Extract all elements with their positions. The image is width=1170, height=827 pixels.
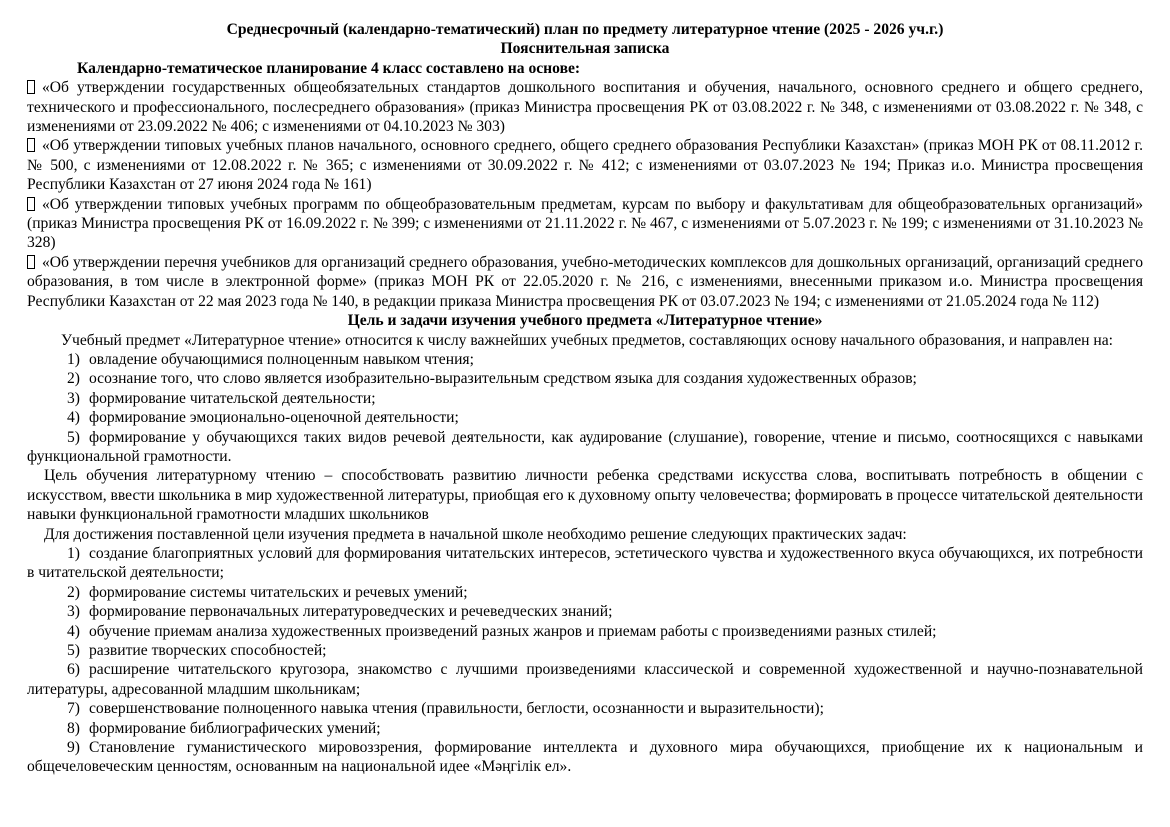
- task-text: развитие творческих способностей;: [89, 642, 327, 659]
- list-number: 3): [67, 603, 80, 621]
- task-item: [27, 622, 1143, 641]
- goals-heading: Цель и задачи изучения учебного предмета «Литературное чтение»: [347, 312, 823, 330]
- page-title: Среднесрочный (календарно-тематический) план по предмету литературное чтение (2025 - 2026 уч.г.): [226, 21, 944, 38]
- direction-text: формирование читательской деятельности;: [89, 389, 376, 407]
- direction-text: формирование эмоционально-оценочной деятельности;: [89, 409, 459, 427]
- direction-text: осознание того, что слово является изобразительно-выразительным средством языка для создания художественных образов;: [89, 370, 917, 388]
- task-text: обучение приемам анализа художественных произведений разных жанров и приемам работы с произведениями разных стилей;: [89, 622, 937, 640]
- list-number: 1): [67, 350, 80, 368]
- list-number: 2): [67, 370, 80, 388]
- basis-item: [27, 78, 1143, 136]
- task-text: расширение читательского кругозора, знакомство с лучшими произведениями классической и современной художественной и научно-познавательной литературы, адресованной младшим школьникам;: [27, 661, 1143, 698]
- task-item: [27, 719, 1143, 738]
- missing-glyph-bullet-icon: [27, 197, 35, 211]
- task-text: совершенствование полноценного навыка чтения (правильности, беглости, осознанности и выразительности);: [89, 700, 824, 718]
- list-number: 9): [67, 739, 80, 757]
- list-number: 4): [67, 409, 80, 427]
- direction-text: формирование у обучающихся таких видов речевой деятельности, как аудирование (слушание), говорение, чтение и письмо, соотносящихся с навыками функциональной грамотности.: [27, 428, 1143, 465]
- list-number: 3): [67, 389, 80, 407]
- task-item: [27, 544, 1143, 583]
- direction-item: [27, 350, 1143, 369]
- task-item: [27, 602, 1143, 621]
- basis-item: [27, 195, 1143, 253]
- task-text: формирование системы читательских и речевых умений;: [89, 583, 468, 601]
- direction-item: [27, 369, 1143, 388]
- task-text: формирование первоначальных литературоведческих и речеведческих знаний;: [89, 603, 613, 621]
- goal-paragraph: Цель обучения литературному чтению – способствовать развитию личности ребенка средствами искусства слова, воспитывать потребность в общении с искусством, ввести школьника в мир художественной литературы, приобщая его к духовному опыту человечества; формировать в процессе читательской деятельности навыки функциональной грамотности младших школьников: [27, 467, 1143, 524]
- list-number: 5): [67, 642, 80, 659]
- list-number: 2): [67, 583, 80, 601]
- basis-item: [27, 136, 1143, 194]
- list-number: 7): [67, 700, 80, 718]
- list-number: 1): [67, 544, 80, 562]
- direction-item: [27, 389, 1143, 408]
- missing-glyph-bullet-icon: [27, 255, 35, 269]
- page-subtitle: Пояснительная записка: [500, 40, 670, 58]
- list-number: 5): [67, 428, 80, 446]
- task-item: [27, 641, 1143, 660]
- task-text: Становление гуманистического мировоззрения, формирование интеллекта и духовного мира обучающихся, приобщение их к национальным и общечеловеческим ценностям, основанным на национальной идее «Мәңгілік ел».: [27, 739, 1143, 776]
- direction-item: [27, 428, 1143, 467]
- intro-paragraph: Учебный предмет «Литературное чтение» относится к числу важнейших учебных предметов, составляющих основу начального образования, и направлен на:: [61, 331, 1113, 349]
- basis-item-text: «Об утверждении типовых учебных планов начального, основного среднего, общего среднего образования Республики Казахстан» (приказ МОН РК от 08.11.2012 г. № 500, с изменениями от 12.08.2022 г. № 365; с изменениями от 30.09.2022 г. № 412; с изменениями от 03.07.2023 № 194; Приказ и.о. Министра просвещения Республики Казахстан от 27 июня 2024 года № 161): [27, 137, 1143, 194]
- task-item: [27, 660, 1143, 699]
- missing-glyph-bullet-icon: [27, 80, 35, 94]
- task-item: [27, 738, 1143, 777]
- direction-item: [27, 408, 1143, 427]
- basis-item: [27, 253, 1143, 311]
- task-item: [27, 583, 1143, 602]
- missing-glyph-bullet-icon: [27, 138, 35, 152]
- direction-text: овладение обучающимися полноценным навыком чтения;: [89, 350, 474, 368]
- task-text: формирование библиографических умений;: [89, 719, 381, 737]
- basis-item-text: «Об утверждении типовых учебных программ по общеобразовательным предметам, курсам по выбору и факультативам для общеобразовательных организаций» (приказ Министра просвещения РК от 16.09.2022 г. № 399; с изменениями от 21.11.2022 г. № 467, с изменениями от 5.07.2023 г. № 199; с изменениями от 31.10.2023 № 328): [27, 195, 1143, 252]
- list-number: 4): [67, 622, 80, 640]
- task-item: [27, 699, 1143, 718]
- tasks-intro: Для достижения поставленной цели изучения предмета в начальной школе необходимо решение следующих практических задач:: [44, 525, 907, 543]
- list-number: 8): [67, 719, 80, 737]
- list-number: 6): [67, 661, 80, 679]
- basis-heading: Календарно-тематическое планирование 4 класс составлено на основе:: [77, 59, 581, 77]
- basis-item-text: «Об утверждении перечня учебников для организаций среднего образования, учебно-методических комплексов для дошкольных организаций, организаций среднего образования, в том числе в электронной форме» (приказ МОН РК от 22.05.2020 г. № 216, с изменениями, внесенными приказом и.о. Министра просвещения Республики Казахстан от 22 мая 2023 года № 140, в редакции приказа Министра просвещения РК от 03.07.2023 № 194; с изменениями от 21.05.2024 года № 112): [27, 253, 1143, 310]
- task-text: создание благоприятных условий для формирования читательских интересов, эстетического чувства и художественного вкуса обучающихся, их потребности в читательской деятельности;: [27, 544, 1143, 582]
- basis-item-text: «Об утверждении государственных общеобязательных стандартов дошкольного воспитания и обучения, начального, основного среднего и общего среднего, технического и профессионального, послесреднего образования» (приказ Министра просвещения РК от 03.08.2022 г. № 348, с изменениями от 03.08.2022 г. № 348, с изменениями от 23.09.2022 № 406; с изменениями от 04.10.2023 № 303): [27, 79, 1143, 136]
